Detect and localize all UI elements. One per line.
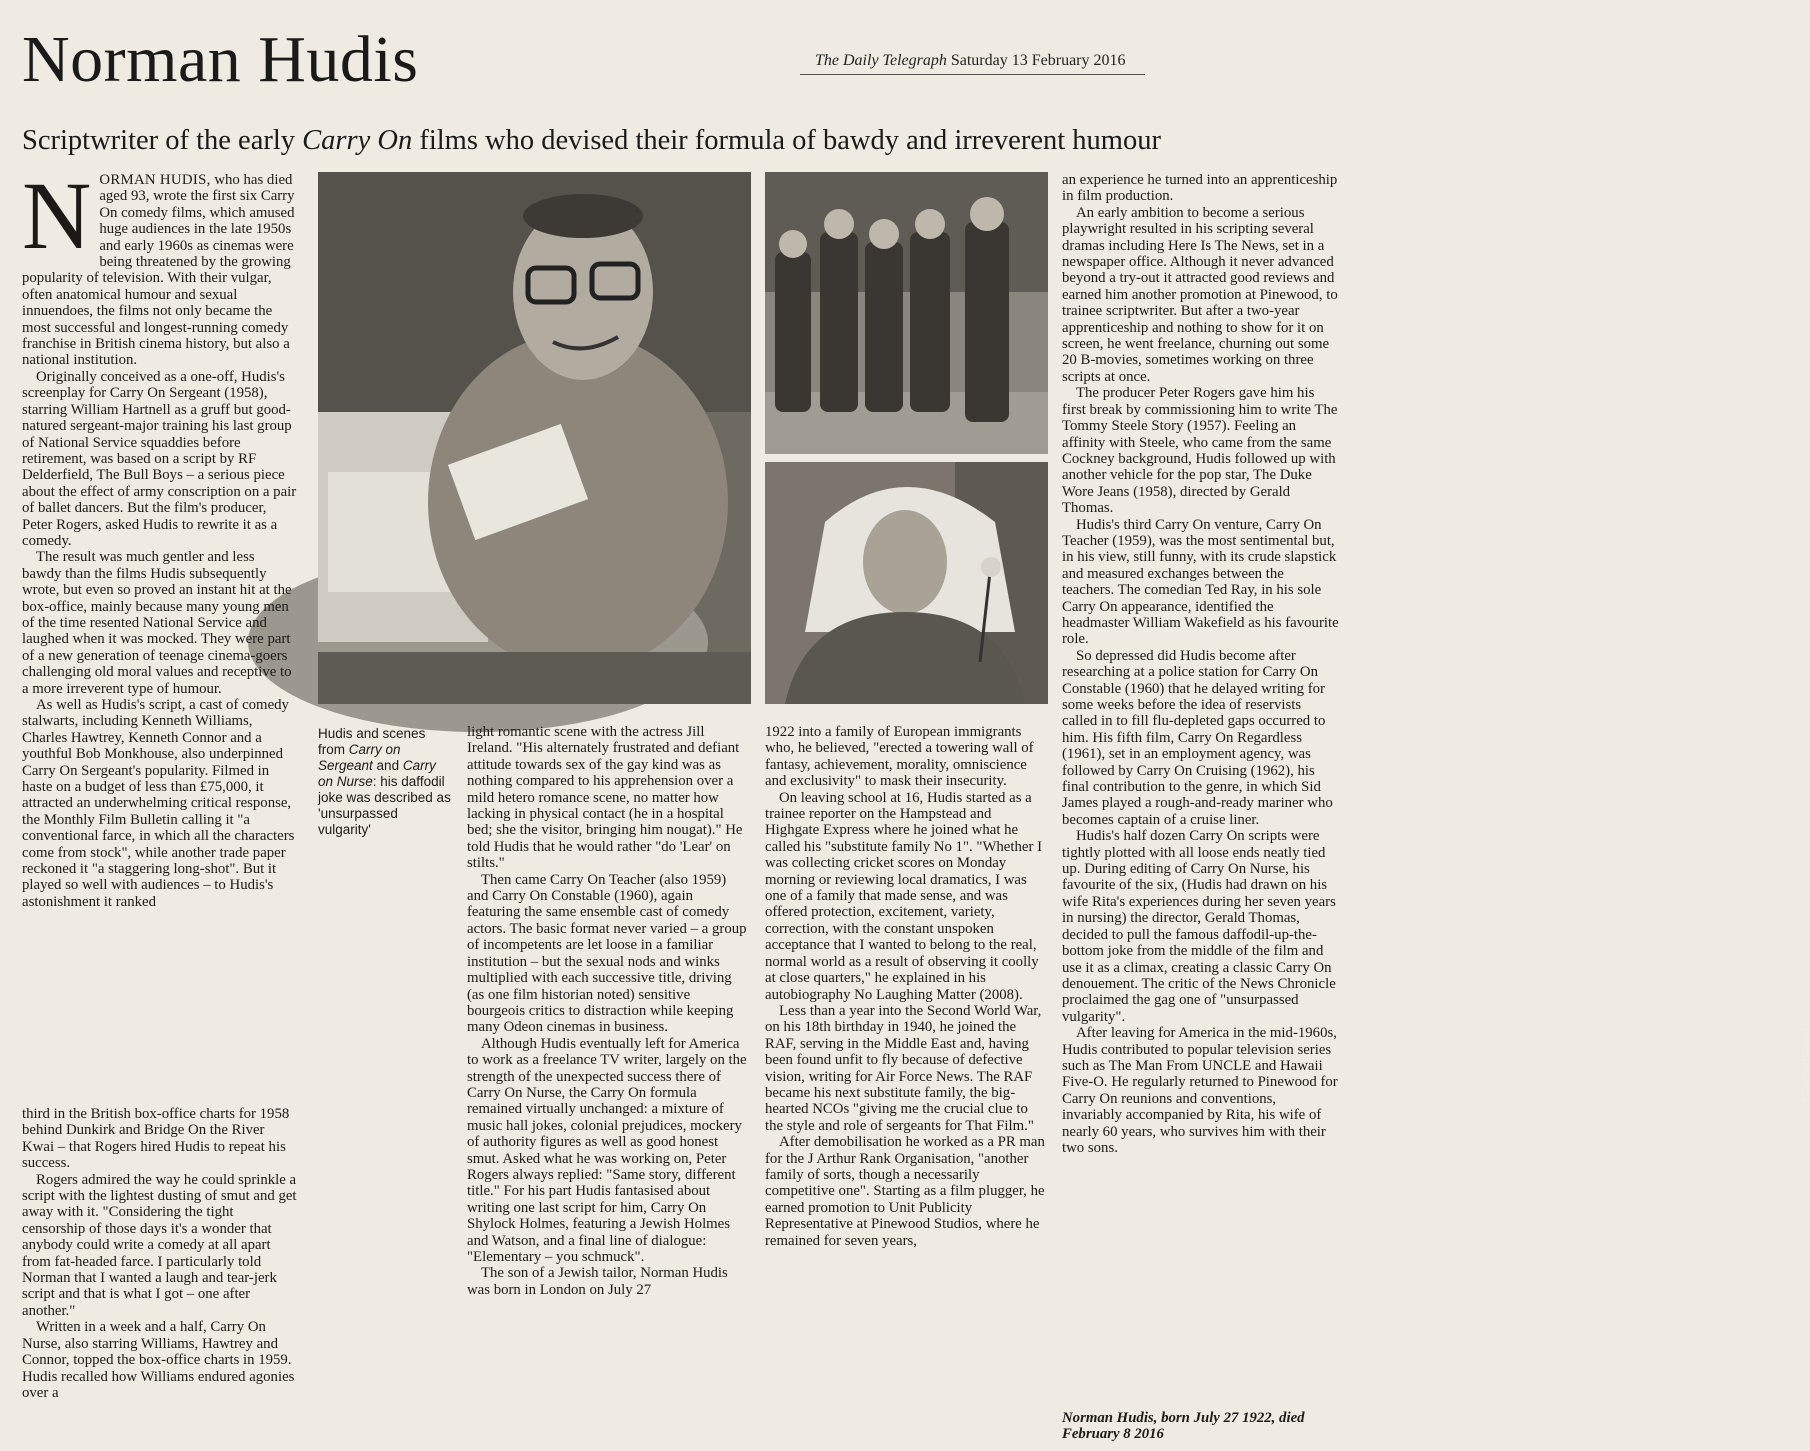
article-paragraph: an experience he turned into an apprenticeship in film production.: [1062, 172, 1338, 205]
page-title: Norman Hudis: [22, 23, 419, 96]
article-paragraph: Hudis's third Carry On venture, Carry On Teacher (1959), was the most sentimental but, in his view, still funny, with its crude slapstick and measured exchanges between the teachers. The comedian Ted Ray, in his sole Carry On appearance, identified the headmaster William Wakefield as his favourite role.: [1062, 516, 1339, 648]
caption-film-1: Carry on Sergeant: [318, 742, 401, 773]
article-paragraph: Then came Carry On Teacher (also 1959) and Carry On Constable (1960), again featuring the same ensemble cast of comedy actors. The basic format never varied – a group of incompetents are let loose in a familiar institution – but the sexual nods and winks multiplied with each successive title, driving (as one film historian noted) sensitive bourgeois critics to distraction while keeping many Odeon cinemas in business.: [467, 871, 747, 1036]
caption-pre: Hudis and scenes from: [318, 726, 426, 757]
article-paragraph: 1922 into a family of European immigrants who, he believed, "erected a towering wall of fantasy, achievement, morality, omniscience and exclusivity" to mask their insecurity.: [765, 724, 1034, 790]
standfirst: [22, 124, 1342, 158]
article-column-3: [765, 724, 1048, 1249]
caption-film-2: Carry on Nurse: [318, 758, 436, 789]
portrait-illustration: [318, 172, 751, 704]
carry-on-sergeant-still: [765, 172, 1048, 454]
portrait-photo: [318, 172, 751, 704]
publication-date: Saturday 13 February 2016: [950, 52, 1126, 69]
article-paragraph: third in the British box-office charts for 1958 behind Dunkirk and Bridge On the River Kwai – that Rogers hired Hudis to repeat his success.: [22, 1106, 290, 1172]
article-paragraph: Written in a week and a half, Carry On Nurse, also starring Williams, Hawtrey and Connor, topped the box-office charts in 1959. Hudis recalled how Williams endured agonies over a: [22, 1319, 295, 1401]
article-paragraph: The son of a Jewish tailor, Norman Hudis was born in London on July 27: [467, 1265, 728, 1298]
photo-caption: [318, 726, 453, 838]
article-column-1-continued: [22, 1106, 297, 1401]
article-paragraph: Rogers admired the way he could sprinkle a script with the lightest dusting of smut and get away with it. "Considering the tight censorship of those days it's a wonder that anybody could write a comedy at all apart from fat-headed farce. I particularly told Norman that I wanted a laugh and tear-jerk script and that is what I got – one after another.": [22, 1171, 297, 1319]
dateline: [815, 52, 1126, 70]
article-paragraph: NORMAN HUDIS, who has died aged 93, wrote the first six Carry On comedy films, which amused huge audiences in the late 1950s and early 1960s as cinemas were being threatened by the growing popularity of television. With their vulgar, often anatomical humour and sexual innuendoes, the films not only became the most successful and longest-running comedy franchise in British cinema history, but also a national institution.: [22, 162, 295, 369]
standfirst-italic: Carry On: [302, 125, 413, 156]
article-column-4: [1062, 172, 1339, 1156]
article-column-2: [467, 724, 750, 1298]
obituary-dates: Norman Hudis, born July 27 1922, died February 8 2016: [1062, 1410, 1305, 1443]
article-paragraph: Hudis's half dozen Carry On scripts were tightly plotted with all loose ends neatly tied up. During editing of Carry On Nurse, his favourite of the six, (Hudis had drawn on his wife Rita's experiences during her seven years in nursing) the director, Gerald Thomas, decided to pull the famous daffodil-up-the-bottom joke from the middle of the film and use it as a climax, creating a classic Carry On denouement. The critic of the News Chronicle proclaimed the gag one of "unsurpassed vulgarity".: [1062, 828, 1336, 1025]
drop-cap: N: [22, 162, 92, 269]
article-paragraph: After demobilisation he worked as a PR man for the J Arthur Rank Organisation, "another family of sorts, though a necessarily competitive one". Starting as a film plugger, he earned promotion to Unit Publicity Representative at Pinewood Studios, where he remained for seven years,: [765, 1134, 1045, 1249]
article-paragraph: On leaving school at 16, Hudis started as a trainee reporter on the Hampstead and Highgate Express where he joined what he called his "substitute family No 1". "Whether I was collecting cricket scores on Monday morning or reviewing local dramatics, I was one of a family that made sense, and was offered protection, excitement, variety, correction, with the constant unspoken acceptance that I wanted to belong to the real, normal world as a result of observing it coolly at close quarters," he explained in his autobiography No Laughing Matter (2008).: [765, 789, 1043, 1003]
caption-mid: and: [372, 758, 403, 773]
article-paragraph: Although Hudis eventually left for America to work as a freelance TV writer, largely on the strength of the unexpected success there of Carry On Nurse, the Carry On formula remained virtually unchanged: a mixture of music hall jokes, colonial prejudices, mockery of authority figures as well as good honest smut. Asked what he was working on, Peter Rogers always replied: "Same story, different title." For his part Hudis fantasised about writing one last script for him, Carry On Shylock Holmes, featuring a Jewish Holmes and Watson, and a final line of dialogue: "Elementary – you schmuck".: [467, 1035, 747, 1265]
article-paragraph: light romantic scene with the actress Jill Ireland. "His alternately frustrated and defiant attitude towards sex of the gay kind was as nothing compared to his apprehension over a mild hetero romance scene, no matter how lacking in physical contact (he in a hospital bed; she the visitor, bringing him nougat)." He told Hudis that he would rather "do 'Lear' on stilts.": [467, 724, 743, 872]
publication-name: The Daily Telegraph: [815, 52, 947, 69]
article-paragraph: As well as Hudis's script, a cast of comedy stalwarts, including Kenneth Williams, Charles Hawtrey, Kenneth Connor and a youthful Bob Monkhouse, also underpinned Carry On Sergeant's popularity. Filmed in haste on a budget of less than £75,000, it attracted an underwhelming critical response, the Monthly Film Bulletin calling it "a conventional farce, in which all the characters come from stock", while another trade paper reckoned it "a staggering long-shot". But it played so well with audiences – to Hudis's astonishment it ranked: [22, 697, 295, 910]
standfirst-post: films who devised their formula of bawdy and irreverent humour: [412, 125, 1161, 156]
article-paragraph: An early ambition to become a serious playwright resulted in his scripting several dramas including Here Is The News, set in a newspaper office. Although it never advanced beyond a try-out it attracted good reviews and earned him another promotion at Pinewood, to trainee scriptwriter. But after a two-year apprenticeship and nothing to show for it on screen, he went freelance, churning out some 20 B-movies, sometimes working on three scripts at once.: [1062, 204, 1338, 385]
article-paragraph: Less than a year into the Second World War, on his 18th birthday in 1940, he joined the RAF, serving in the Middle East and, having been found unfit to fly because of defective vision, writing for Air Force News. The RAF became his next substitute family, the big-hearted NCOs "giving me the crucial clue to the style and role of sergeants for That Film.": [765, 1002, 1042, 1134]
sergeant-scene-illustration: [765, 172, 1048, 454]
caption-post: : his daffodil joke was described as 'unsurpassed vulgarity': [318, 774, 451, 837]
article-paragraph: Originally conceived as a one-off, Hudis's screenplay for Carry On Sergeant (1958), starring William Hartnell as a gruff but good-natured sergeant-major training his last group of National Service squaddies before retirement, was based on a script by RF Delderfield, The Bull Boys – a serious piece about the effect of army conscription on a pair of ballet dancers. But the film's producer, Peter Rogers, asked Hudis to rewrite it as a comedy.: [22, 368, 297, 549]
nurse-scene-illustration: [765, 462, 1048, 704]
article-paragraph: So depressed did Hudis become after researching at a police station for Carry On Constable (1960) that he delayed writing for some weeks before the idea of reservists called in to fill flu-depleted gaps occurred to him. His fifth film, Carry On Regardless (1961), set in an employment agency, was followed by Carry On Cruising (1962), his final contribution to the genre, in which Sid James played a rough-and-ready mariner who becomes captain of a cruise liner.: [1062, 647, 1333, 828]
article-paragraph: The result was much gentler and less bawdy than the films Hudis subsequently wrote, but even so proved an instant hit at the box-office, mainly because many young men of the time resented National Service and laughed when it was mocked. They were part of a new generation of teenage cinema-goers challenging old moral values and receptive to a more irreverent type of humour.: [22, 549, 292, 697]
dateline-rule: [800, 74, 1145, 75]
article-paragraph: After leaving for America in the mid-1960s, Hudis contributed to popular television series such as The Man From UNCLE and Hawaii Five-O. He regularly returned to Pinewood for Carry On reunions and conventions, invariably accompanied by Rita, his wife of nearly 60 years, who survives him with their two sons.: [1062, 1025, 1338, 1156]
article-paragraph: The producer Peter Rogers gave him his first break by commissioning him to write The Tommy Steele Story (1957). Feeling an affinity with Steele, who came from the same Cockney background, Hudis followed up with another vehicle for the pop star, The Duke Wore Jeans (1958), directed by Gerald Thomas.: [1062, 385, 1338, 517]
lead-in: ORMAN HUDIS,: [99, 172, 211, 188]
photo-credit: REX/PHOTOSHOT: [1801, 1026, 1810, 1102]
article-column-1: [22, 162, 297, 910]
standfirst-pre: Scriptwriter of the early: [22, 125, 303, 156]
